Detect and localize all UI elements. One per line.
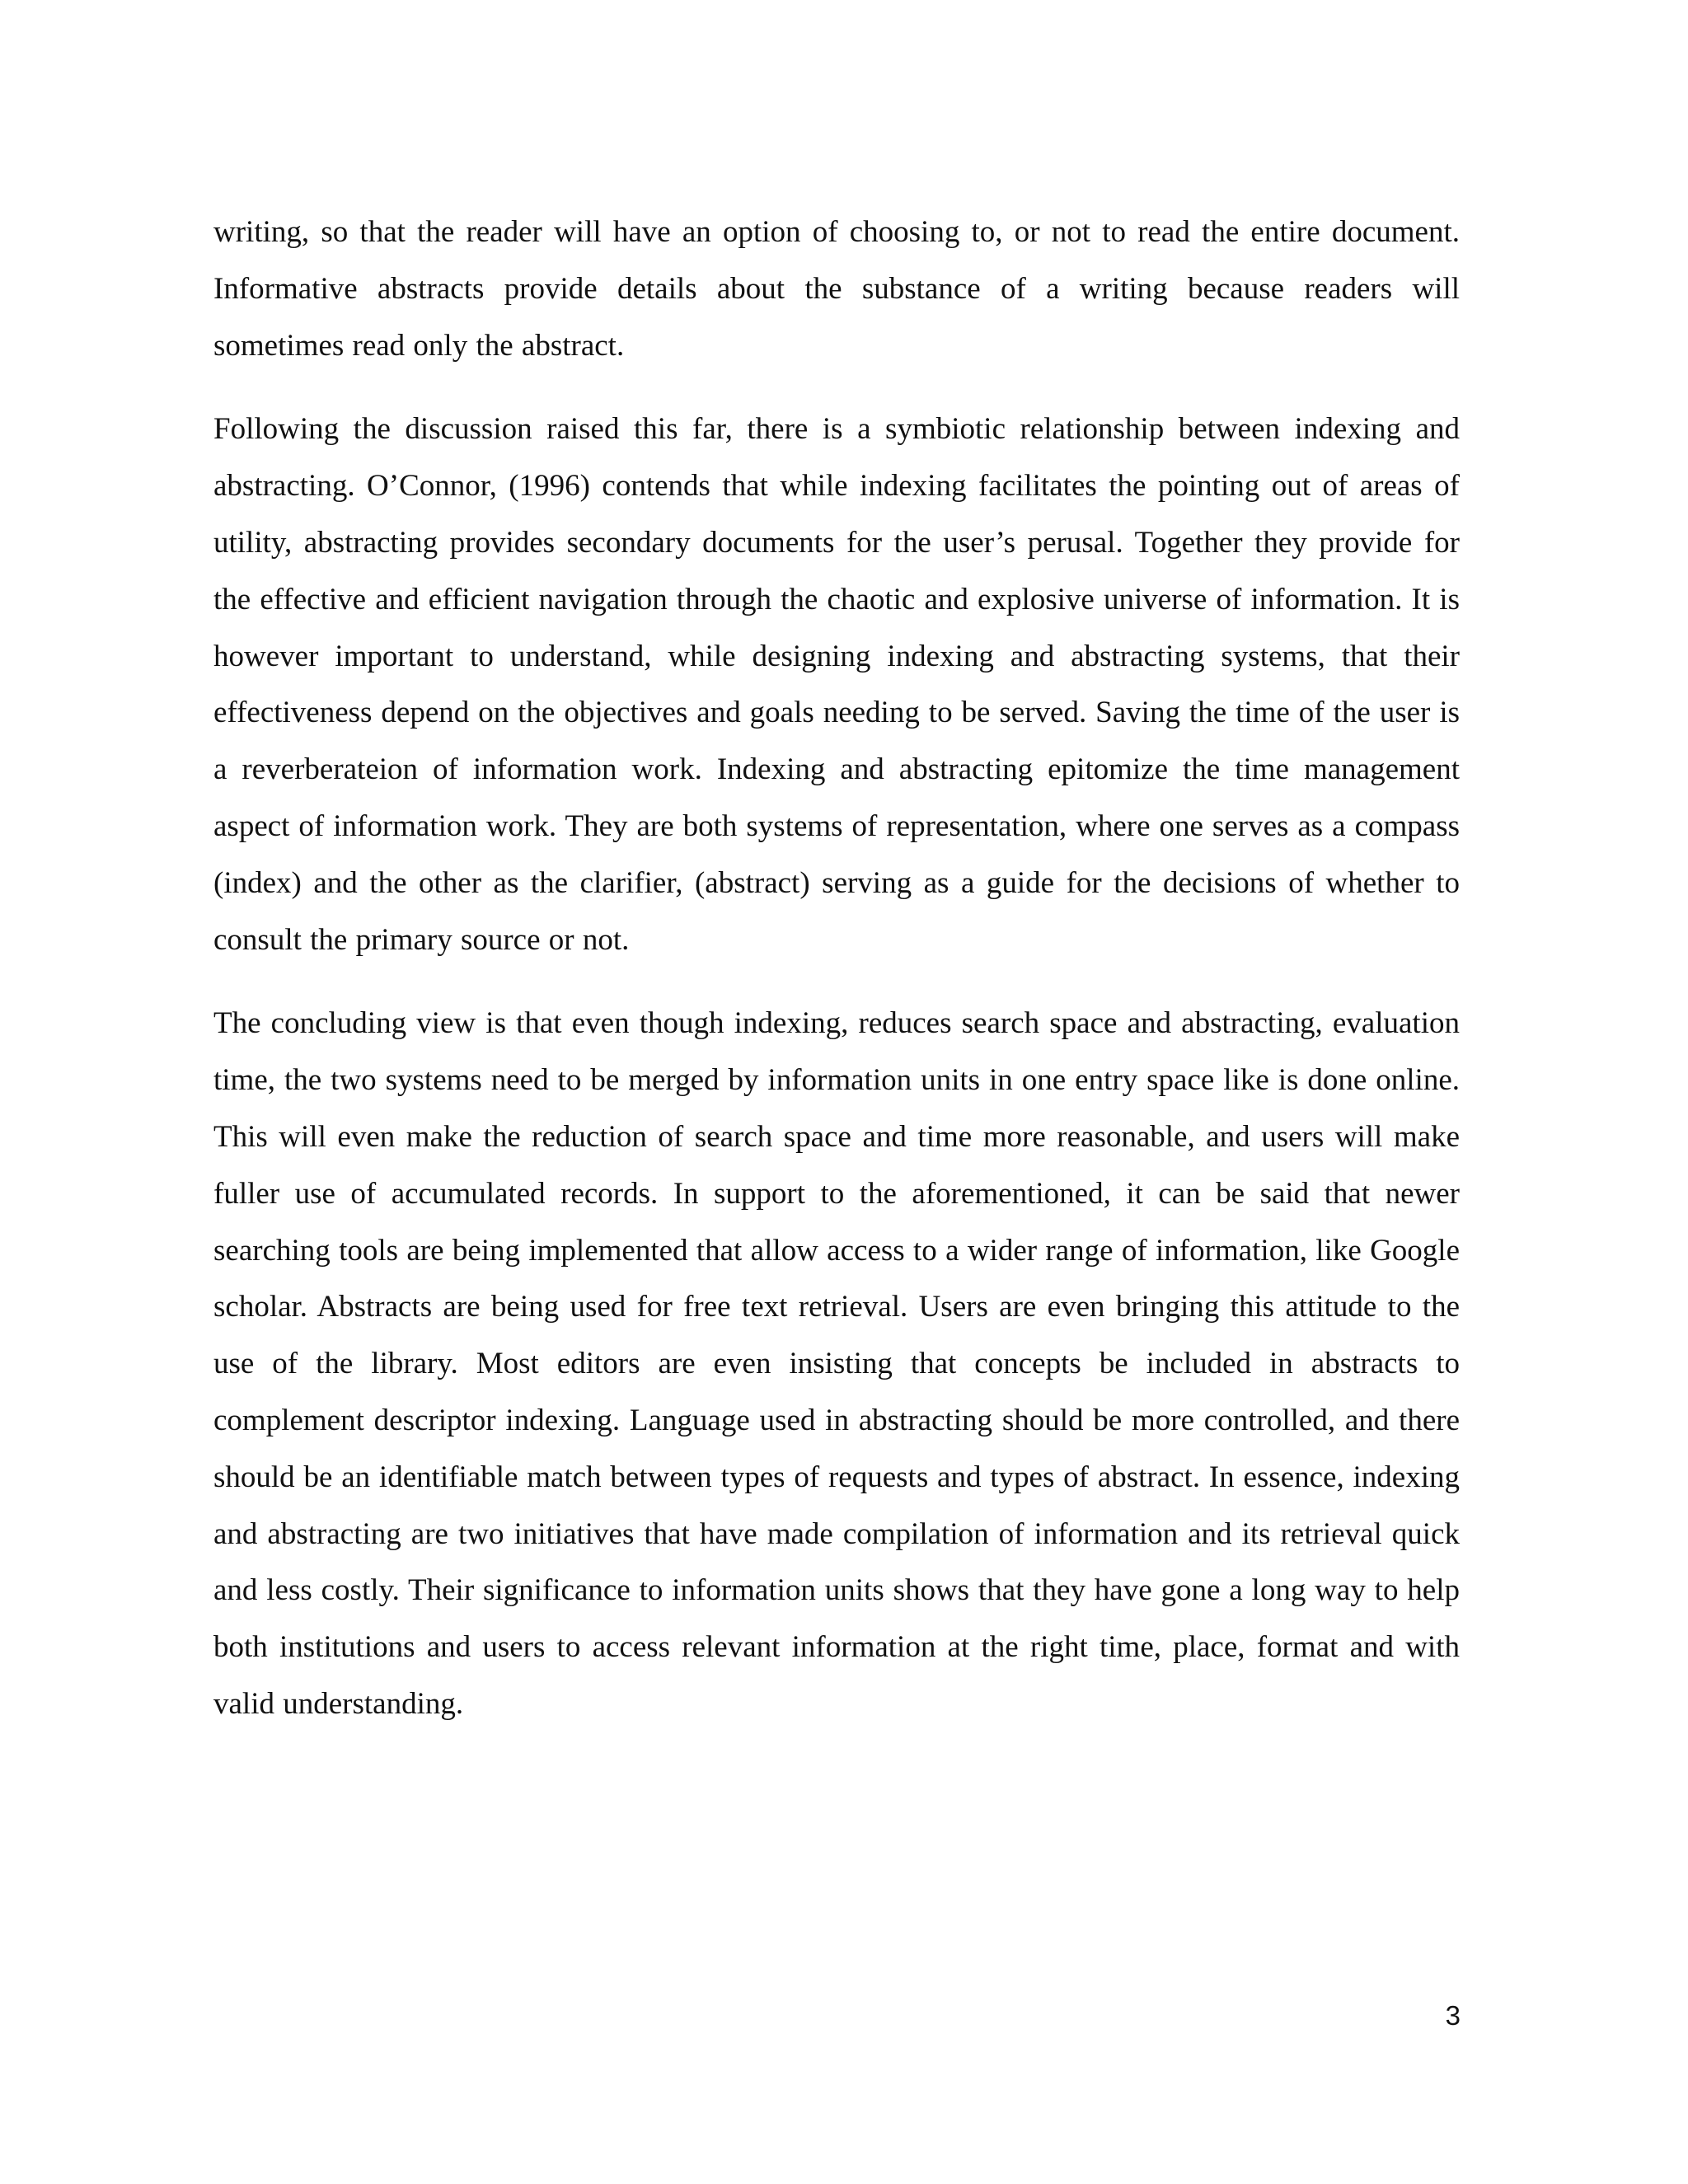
page-number: 3 [1445, 2000, 1461, 2031]
body-text [213, 204, 1460, 1760]
paragraph-concluding-view: The concluding view is that even though indexing, reduces search space and abstracting, evaluation time, the two systems need to be merged by information units in one entry space like is done online. This will even make the reduction of search space and time more reasonable, and users will make fuller use of accumulated records. In support to the aforementioned, it can be said that newer searching tools are being implemented that allow access to a wider range of information, like Google scholar. Abstracts are being used for free text retrieval. Users are even bringing this attitude to the use of the library. Most editors are even insisting that concepts be included in abstracts to complement descriptor indexing. Language used in abstracting should be more controlled, and there should be an identifiable match between types of requests and types of abstract. In essence, indexing and abstracting are two initiatives that have made compilation of information and its retrieval quick and less costly. Their significance to information units shows that they have gone a long way to help both institutions and users to access relevant information at the right time, place, format and with valid understanding. [213, 1006, 1460, 1721]
paragraph-symbiotic-relationship: Following the discussion raised this far, there is a symbiotic relationship between indexing and abstracting. O’Connor, (1996) contends that while indexing facilitates the pointing out of areas of utility, abstracting provides secondary documents for the user’s perusal. Together they provide for the effective and efficient navigation through the chaotic and explosive universe of information. It is however important to understand, while designing indexing and abstracting systems, that their effectiveness depend on the objectives and goals needing to be served. Saving the time of the user is a reverberateion of information work. Indexing and abstracting epitomize the time management aspect of information work. They are both systems of representation, where one serves as a compass (index) and the other as the clarifier, (abstract) serving as a guide for the decisions of whether to consult the primary source or not. [213, 412, 1460, 957]
paragraph-abstract-purpose: writing, so that the reader will have an option of choosing to, or not to read the entire document. Informative abstracts provide details about the substance of a writing because readers will sometimes read only the abstract. [213, 215, 1460, 363]
